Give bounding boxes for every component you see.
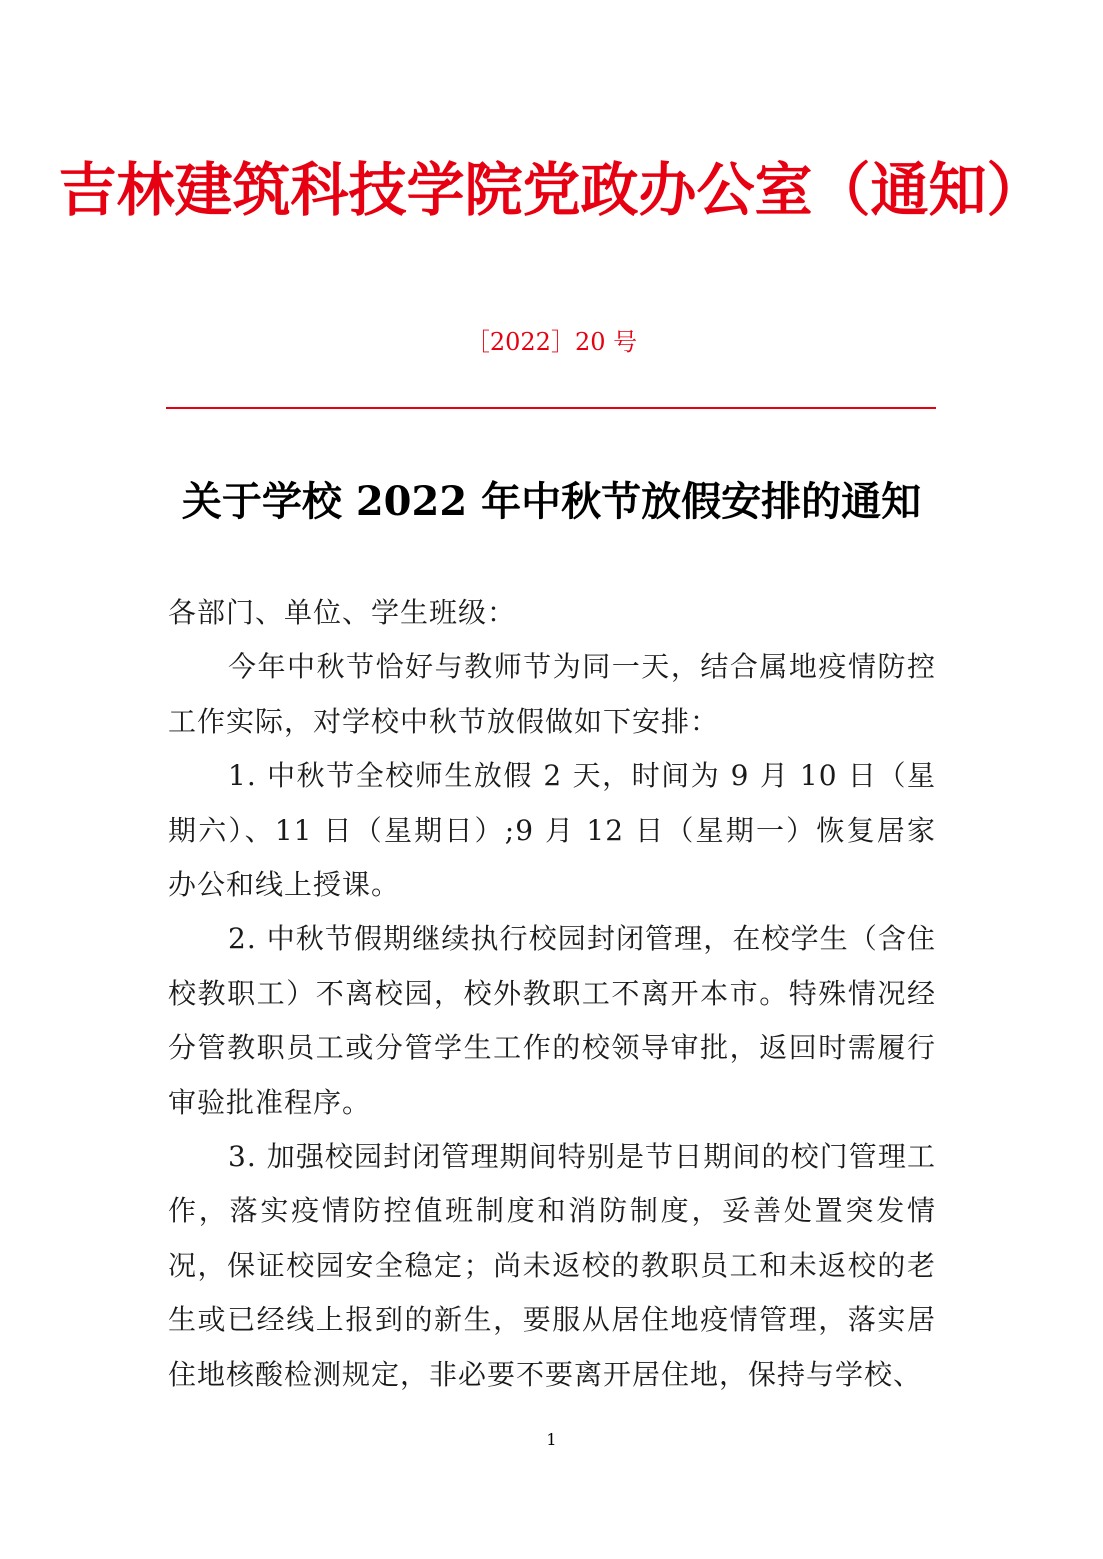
notice-body (168, 586, 936, 1402)
notice-title: 关于学校 2022 年中秋节放假安排的通知 (181, 478, 922, 525)
salutation: 各部门、单位、学生班级： (168, 596, 517, 629)
paragraph-item-2: 2. 中秋节假期继续执行校园封闭管理，在校学生（含住校教职工）不离校园，校外教职工不离开本市。特殊情况经分管教职员工或分管学生工作的校领导审批，返回时需履行审验批准程序。 (168, 922, 936, 1119)
issuer-header: 吉林建筑科技学院党政办公室（通知） (58, 156, 1045, 224)
page-number: 1 (546, 1430, 557, 1449)
paragraph-item-1: 1. 中秋节全校师生放假 2 天，时间为 9 月 10 日（星期六）、11 日（星期日）;9 月 12 日（星期一）恢复居家办公和线上授课。 (168, 759, 936, 902)
paragraph-item-3: 3. 加强校园封闭管理期间特别是节日期间的校门管理工作，落实疫情防控值班制度和消防制度，妥善处置突发情况，保证校园安全稳定；尚未返校的教职员工和未返校的老生或已经线上报到的新生，要服从居住地疫情管理，落实居住地核酸检测规定，非必要不要离开居住地，保持与学校、 (168, 1140, 936, 1391)
document-number: ［2022］20 号 (465, 328, 638, 356)
paragraph-intro: 今年中秋节恰好与教师节为同一天，结合属地疫情防控工作实际，对学校中秋节放假做如下安排： (168, 650, 936, 738)
red-divider (166, 407, 936, 409)
